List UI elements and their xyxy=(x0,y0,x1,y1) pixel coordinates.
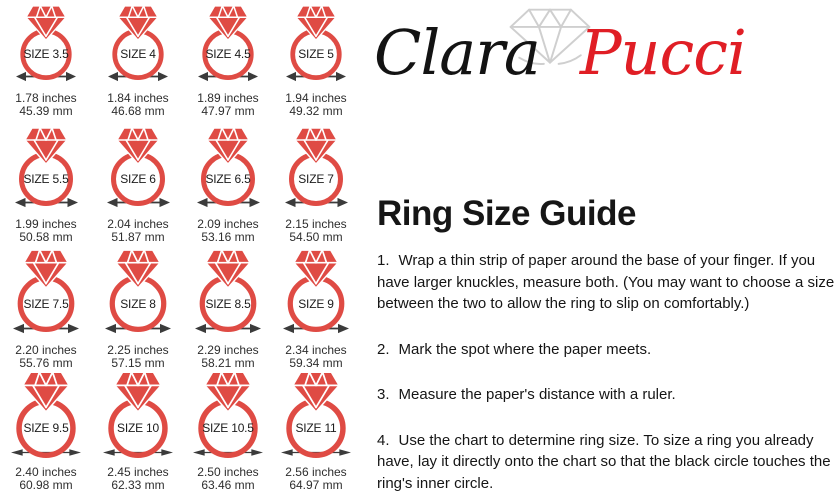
ring-figure xyxy=(274,248,358,332)
ring-size-cell xyxy=(98,126,178,248)
ring-figure xyxy=(96,248,180,332)
diameter-mm: 55.76 mm xyxy=(19,356,73,370)
ring-size-cell xyxy=(4,248,88,370)
ring-with-diamond-icon xyxy=(186,248,270,332)
ring-size-label: SIZE 10.5 xyxy=(202,421,254,435)
step-number: 3. xyxy=(377,386,390,403)
ring-size-label: SIZE 7.5 xyxy=(23,297,69,311)
diameter-mm: 59.34 mm xyxy=(289,356,343,370)
ring-figure xyxy=(186,248,270,332)
brand-name-clara: Clara xyxy=(374,16,540,89)
page-title: Ring Size Guide xyxy=(377,194,636,233)
diameter-inches: 1.99 inches xyxy=(15,217,77,231)
ring-size-cell xyxy=(6,126,86,248)
diameter-mm: 58.21 mm xyxy=(201,356,255,370)
diameter-inches: 2.50 inches xyxy=(197,465,259,479)
diameter-inches: 1.84 inches xyxy=(107,91,169,105)
diameter-mm: 57.15 mm xyxy=(111,356,165,370)
ring-measurements xyxy=(285,344,346,370)
diameter-inches: 2.29 inches xyxy=(197,343,259,357)
diameter-mm: 63.46 mm xyxy=(201,478,255,492)
diameter-inches: 1.78 inches xyxy=(15,91,77,105)
ring-size-chart xyxy=(0,4,364,492)
brand-name-pucci: Pucci xyxy=(579,16,746,89)
ring-measurements xyxy=(197,344,258,370)
ring-figure xyxy=(184,370,272,458)
ring-measurements xyxy=(15,466,76,492)
diameter-mm: 50.58 mm xyxy=(19,230,73,244)
ring-measurements xyxy=(15,92,76,118)
ring-with-diamond-icon xyxy=(94,370,182,458)
diameter-inches: 2.04 inches xyxy=(107,217,169,231)
ring-size-label: SIZE 9 xyxy=(298,297,334,311)
ring-size-cell xyxy=(96,248,180,370)
ring-measurements xyxy=(285,92,346,118)
step-number: 4. xyxy=(377,431,390,449)
ring-with-diamond-icon xyxy=(98,126,178,206)
ring-figure xyxy=(276,126,356,206)
ring-measurements xyxy=(107,218,168,244)
ring-size-cell xyxy=(94,370,182,492)
diameter-inches: 2.40 inches xyxy=(15,465,77,479)
ring-size-cell xyxy=(272,370,360,492)
ring-figure xyxy=(94,370,182,458)
diameter-mm: 64.97 mm xyxy=(289,478,343,492)
instruction-step xyxy=(377,250,835,315)
diameter-mm: 49.32 mm xyxy=(289,104,343,118)
ring-measurements xyxy=(197,466,258,492)
diameter-inches: 1.94 inches xyxy=(285,91,347,105)
ring-figure xyxy=(4,248,88,332)
ring-measurements xyxy=(15,344,76,370)
ring-size-label: SIZE 4 xyxy=(120,47,156,61)
ring-with-diamond-icon xyxy=(2,370,90,458)
ring-size-label: SIZE 11 xyxy=(295,421,337,435)
ring-size-label: SIZE 6.5 xyxy=(205,172,251,186)
step-text: Wrap a thin strip of paper around the base of your finger. If you have larger knuckles, measure both. (You may want to choose a size between the two to allow the ring to slip on comfortably.) xyxy=(377,252,835,312)
step-number: 2. xyxy=(377,340,390,358)
ring-figure xyxy=(272,370,360,458)
diameter-inches: 2.34 inches xyxy=(285,343,347,357)
ring-with-diamond-icon xyxy=(6,126,86,206)
ring-measurements xyxy=(197,92,258,118)
instruction-step xyxy=(377,384,835,406)
diameter-mm: 45.39 mm xyxy=(19,104,73,118)
ring-with-diamond-icon xyxy=(4,248,88,332)
ring-with-diamond-icon xyxy=(100,4,176,80)
diameter-inches: 2.25 inches xyxy=(107,343,169,357)
ring-figure xyxy=(190,4,266,80)
ring-size-cell xyxy=(188,126,268,248)
ring-with-diamond-icon xyxy=(184,370,272,458)
diameter-inches: 2.09 inches xyxy=(197,217,259,231)
ring-size-cell xyxy=(2,370,90,492)
ring-size-label: SIZE 10 xyxy=(117,421,159,435)
brand-name xyxy=(374,10,804,96)
ring-figure xyxy=(98,126,178,206)
ring-with-diamond-icon xyxy=(278,4,354,80)
ring-measurements xyxy=(15,218,76,244)
ring-size-cell xyxy=(274,248,358,370)
diameter-mm: 53.16 mm xyxy=(201,230,255,244)
ring-with-diamond-icon xyxy=(274,248,358,332)
ring-figure xyxy=(8,4,84,80)
ring-size-label: SIZE 5 xyxy=(298,47,334,61)
ring-size-cell xyxy=(100,4,176,126)
diameter-mm: 47.97 mm xyxy=(201,104,255,118)
diameter-inches: 2.20 inches xyxy=(15,343,77,357)
ring-size-label: SIZE 3.5 xyxy=(23,47,69,61)
ring-size-label: SIZE 8 xyxy=(120,297,156,311)
ring-size-label: SIZE 5.5 xyxy=(23,172,69,186)
diameter-inches: 1.89 inches xyxy=(197,91,259,105)
ring-measurements xyxy=(285,218,346,244)
ring-with-diamond-icon xyxy=(96,248,180,332)
ring-figure xyxy=(6,126,86,206)
diameter-inches: 2.15 inches xyxy=(285,217,347,231)
ring-figure xyxy=(188,126,268,206)
ring-figure xyxy=(2,370,90,458)
ring-size-label: SIZE 6 xyxy=(120,172,156,186)
ring-figure xyxy=(278,4,354,80)
ring-measurements xyxy=(107,344,168,370)
ring-size-label: SIZE 4.5 xyxy=(205,47,251,61)
diameter-mm: 46.68 mm xyxy=(111,104,165,118)
ring-measurements xyxy=(107,92,168,118)
ring-with-diamond-icon xyxy=(190,4,266,80)
ring-size-label: SIZE 8.5 xyxy=(205,297,251,311)
step-text: Mark the spot where the paper meets. xyxy=(398,340,652,358)
diameter-inches: 2.45 inches xyxy=(107,465,169,479)
ring-with-diamond-icon xyxy=(276,126,356,206)
ring-measurements xyxy=(107,466,168,492)
ring-size-cell xyxy=(186,248,270,370)
ring-size-cell xyxy=(276,126,356,248)
ring-size-cell xyxy=(184,370,272,492)
ring-size-cell xyxy=(190,4,266,126)
brand-logo xyxy=(374,10,804,110)
diameter-mm: 60.98 mm xyxy=(19,478,73,492)
ring-size-cell xyxy=(8,4,84,126)
step-text: Use the chart to determine ring size. To size a ring you already have, lay it directly onto the chart so that the black circle touches the ring's inner circle. xyxy=(377,431,831,492)
ring-measurements xyxy=(197,218,258,244)
diameter-mm: 62.33 mm xyxy=(111,478,165,492)
step-number: 1. xyxy=(377,252,390,269)
ring-size-label: SIZE 9.5 xyxy=(23,421,69,435)
ring-figure xyxy=(100,4,176,80)
instruction-step xyxy=(377,430,835,495)
ring-with-diamond-icon xyxy=(8,4,84,80)
diameter-mm: 54.50 mm xyxy=(289,230,343,244)
diameter-inches: 2.56 inches xyxy=(285,465,347,479)
diameter-mm: 51.87 mm xyxy=(111,230,165,244)
instruction-step xyxy=(377,339,835,361)
step-text: Measure the paper's distance with a ruler. xyxy=(398,386,676,403)
instructions xyxy=(377,250,835,501)
ring-with-diamond-icon xyxy=(272,370,360,458)
ring-measurements xyxy=(285,466,346,492)
ring-size-cell xyxy=(278,4,354,126)
ring-size-label: SIZE 7 xyxy=(298,172,334,186)
ring-with-diamond-icon xyxy=(188,126,268,206)
